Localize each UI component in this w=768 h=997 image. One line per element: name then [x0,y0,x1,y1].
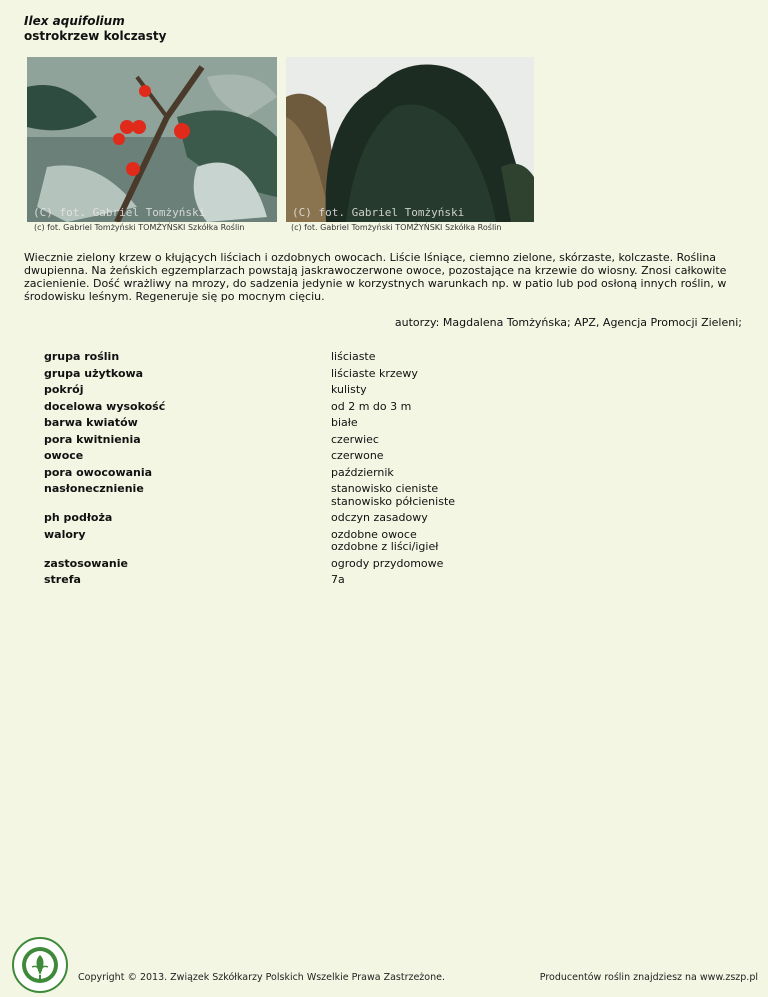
property-label: ph podłoża [44,511,113,524]
property-value: czerwiec [331,432,379,446]
property-row [44,349,544,366]
property-value: białe [331,416,358,429]
property-label: pora owocowania [44,465,153,479]
property-value: ozdobne owoce ozdobne z liści/igieł [331,527,439,553]
property-label: pokrój [44,383,84,396]
description: Wiecznie zielony krzew o kłujących liściach i ozdobnych owocach. Liście lśniące, ciemno zielone, skórzaste, kolczaste. Roślina dwupienna. Na żeńskich egzemplarzach powstają jaskrawoczerwone owoce, pozostające na krzewie do wiosny. Znosi całkowite zacienienie. Dość wrażliwy na mrozy, do sadzenia jedynie w korzystnych warunkach np. w patio lub pod osłoną innych roślin, w środowisku leśnym. Regeneruje się po mocnym cięciu. [24,251,727,303]
photo-berries [27,57,277,222]
property-row [44,448,544,465]
property-label: grupa roślin [44,350,120,363]
properties-table [44,349,544,589]
holly-berries-image [27,57,277,222]
property-value: stanowisko cieniste stanowisko półcieniste [331,482,456,508]
property-value: ogrody przydomowe [331,556,444,570]
producers-link[interactable]: Producentów roślin znajdziesz na www.zszp.pl [539,972,758,983]
photo-caption: (c) fot. Gabriel Tomżyński TOMŻYŃSKI Szkółka Roślin [291,223,502,232]
property-label: docelowa wysokość [44,399,166,413]
latin-name: Ilex aquifolium [24,14,125,28]
property-label: walory [44,527,86,541]
property-value: 7a [331,573,345,586]
property-label: nasłonecznienie [44,482,144,495]
property-row [44,481,544,510]
zszp-logo-icon [12,937,68,993]
property-label: barwa kwiatów [44,416,138,429]
property-value: październik [331,465,394,479]
property-row [44,510,544,527]
property-label: owoce [44,449,84,462]
property-row [44,399,544,416]
property-row [44,556,544,573]
property-label: zastosowanie [44,556,128,570]
watermark: (C) fot. Gabriel Tomżyński [292,206,465,219]
copyright-text: Copyright © 2013. Związek Szkółkarzy Polskich Wszelkie Prawa Zastrzeżone. [78,972,445,983]
property-value: liściaste krzewy [331,366,418,380]
property-label: pora kwitnienia [44,432,141,446]
property-row [44,527,544,556]
holly-shrub-image [286,57,534,222]
property-value: czerwone [331,449,384,462]
property-value: od 2 m do 3 m [331,399,412,413]
property-row [44,382,544,399]
property-row [44,366,544,383]
authors: autorzy: Magdalena Tomżyńska; APZ, Agencja Promocji Zieleni; [394,316,742,329]
property-row [44,465,544,482]
watermark: (C) fot. Gabriel Tomżyński [33,206,206,219]
photo-shrub [286,57,534,222]
property-value: kulisty [331,383,367,396]
property-row [44,572,544,589]
property-label: strefa [44,573,81,586]
photo-caption: (c) fot. Gabriel Tomżyński TOMŻYŃSKI Szkółka Roślin [34,223,245,232]
property-value: odczyn zasadowy [331,511,428,524]
property-label: grupa użytkowa [44,366,144,380]
property-row [44,415,544,432]
property-value: liściaste [331,350,376,363]
common-name: ostrokrzew kolczasty [24,29,167,43]
plant-header [24,14,166,44]
property-row [44,432,544,449]
